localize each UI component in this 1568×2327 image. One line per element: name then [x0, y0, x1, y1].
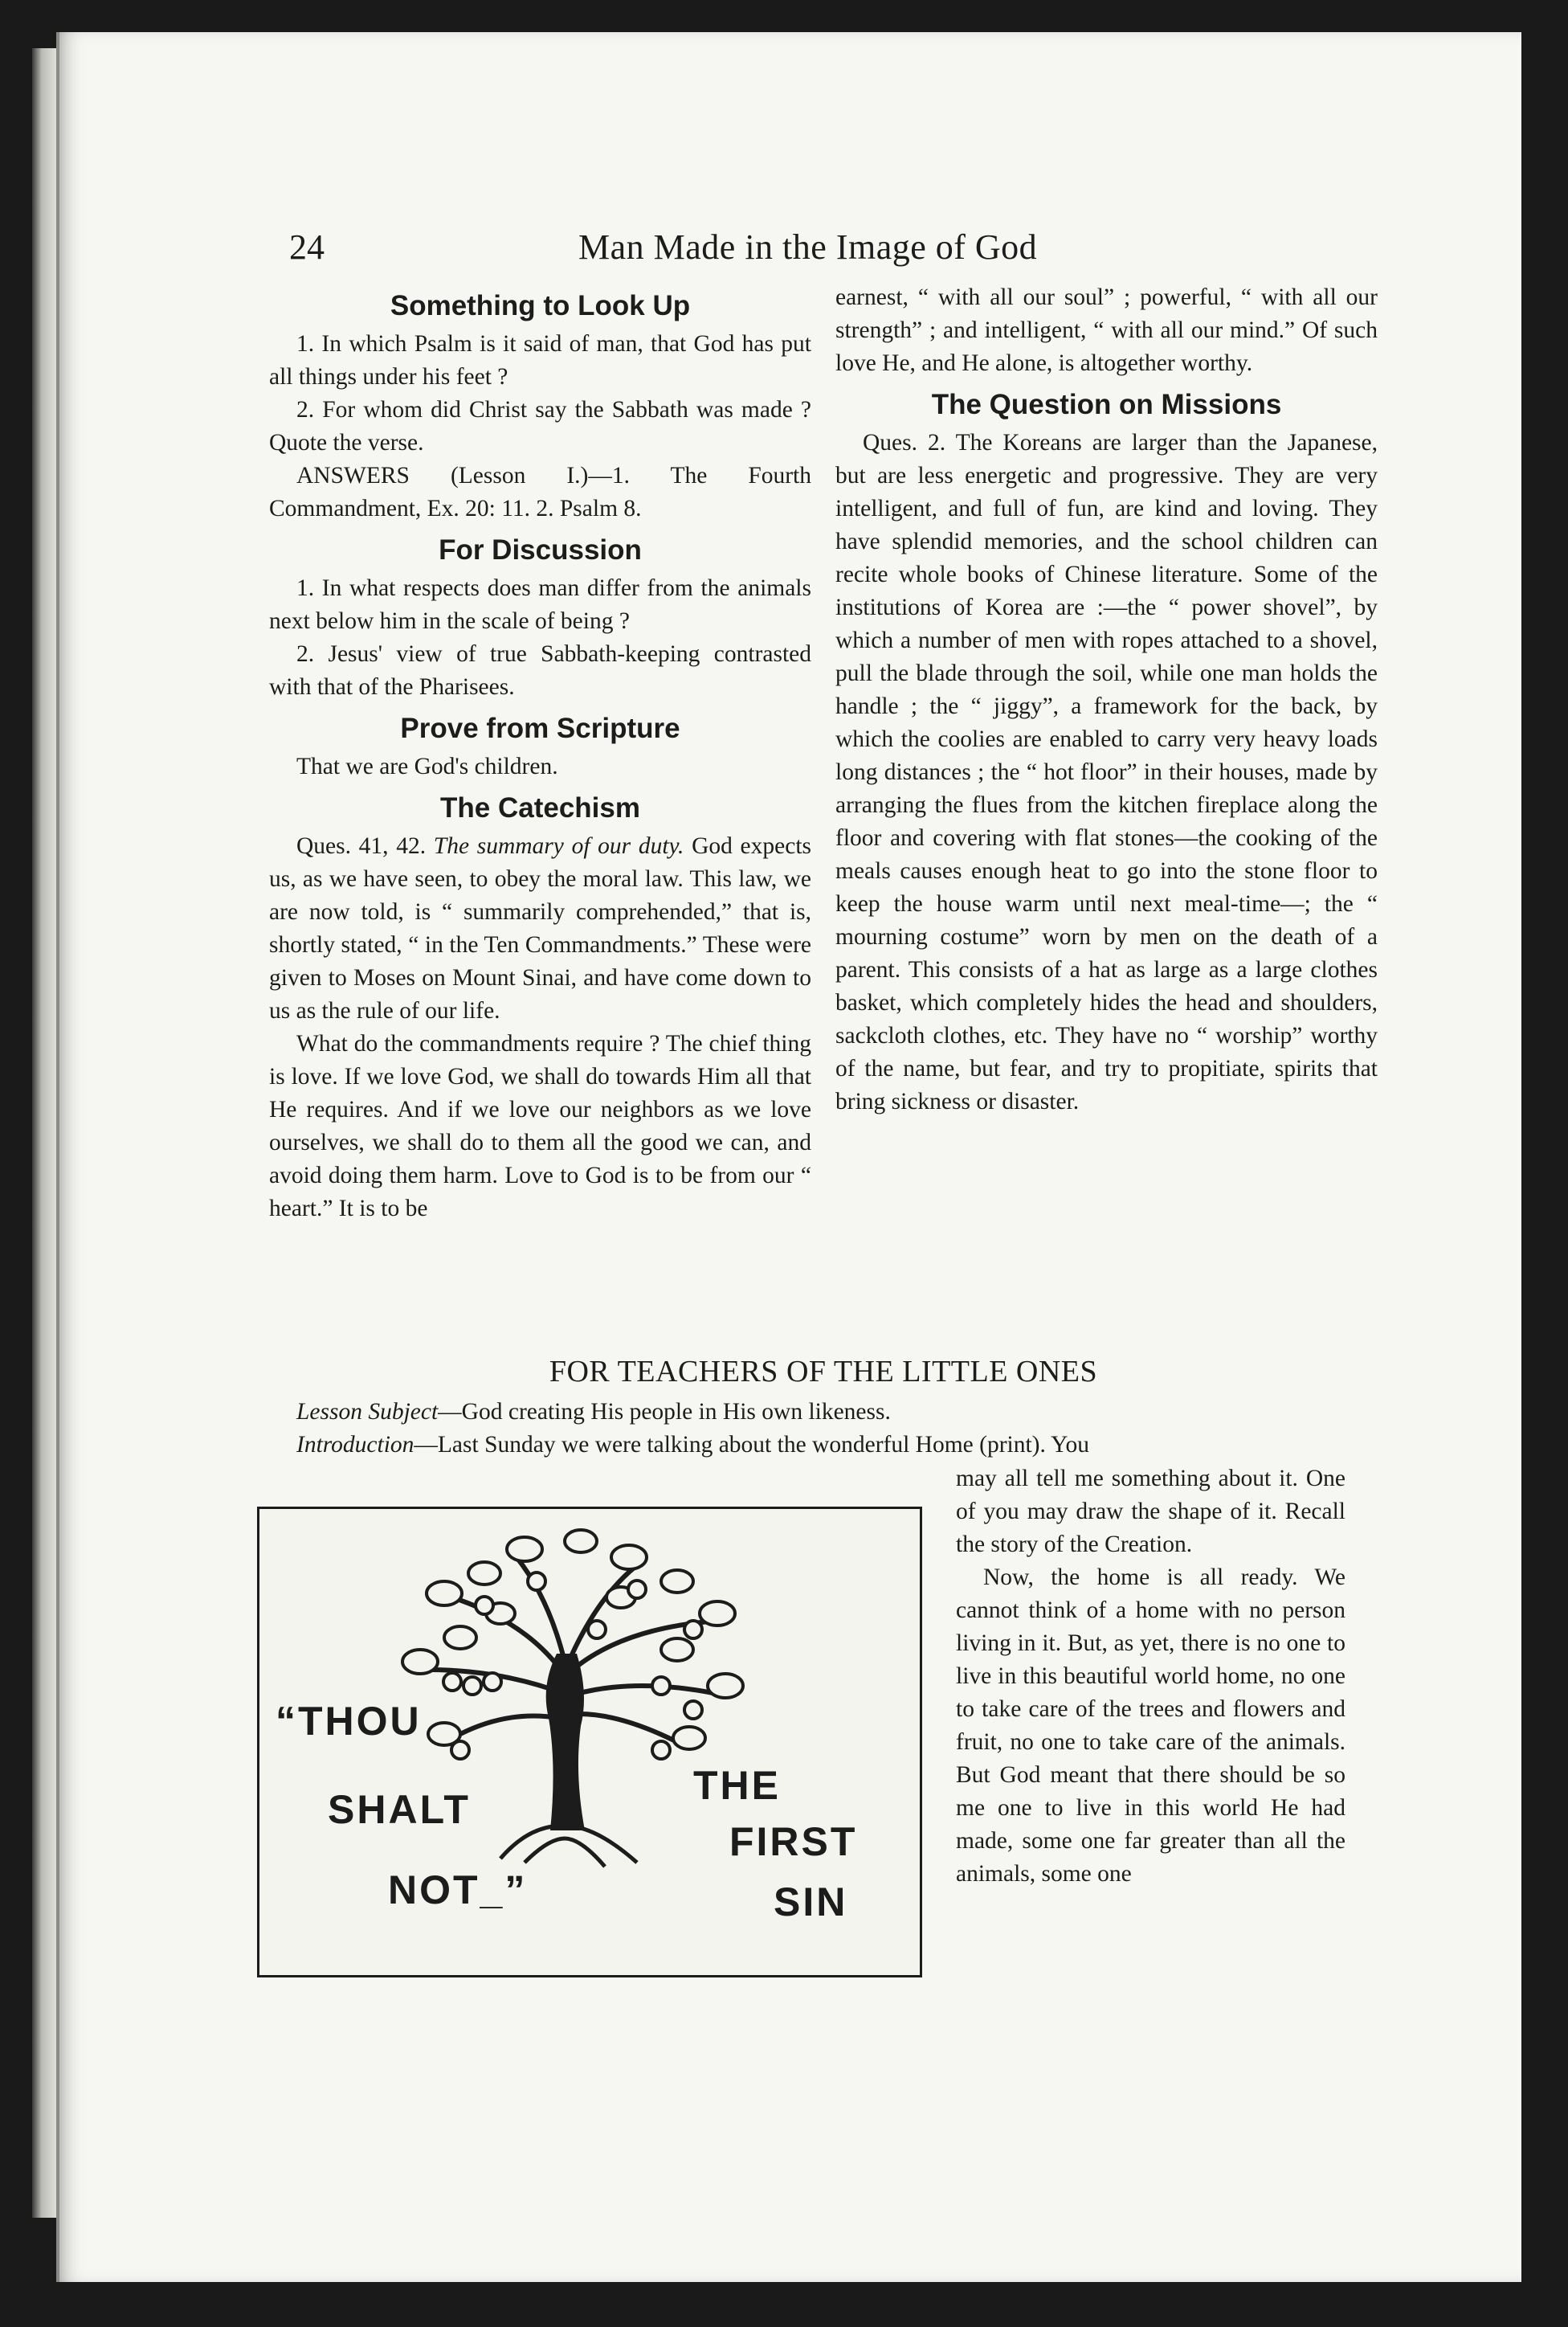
illus-shalt: SHALT	[328, 1787, 471, 1832]
discussion-2: 2. Jesus' view of true Sabbath-keeping contrasted with that of the Pharisees.	[269, 641, 811, 700]
catechism-p1-body: God expects us, as we have seen, to obey the moral law. This law, we are now told, is “ summarily comprehended,” that is, shortly stated, “ in the Ten Commandments.” These were given to Moses on Mount Sinai, and have come down to us as the rule of our life.	[269, 833, 812, 1024]
right-column	[835, 281, 1378, 1119]
teachers-side-text	[956, 1462, 1345, 1891]
side-text-p1: may all tell me something about it. One of you may draw the shape of it. Recall the story of the Creation.	[956, 1466, 1345, 1557]
prove-scripture-text: That we are God's children.	[296, 754, 558, 779]
side-text-p2: Now, the home is all ready. We cannot think of a home with no person living in it. But, as yet, there is no one to live in this beautiful world home, no one to take care of the trees and flowers and fruit, no one to take care of the animals. But God meant that there should be so me one to live in this world He had made, some one far greater than all the animals, some one	[956, 1564, 1345, 1887]
page-header	[289, 227, 1390, 275]
missions-text: Ques. 2. The Koreans are larger than the Japanese, but are less energetic and progressive. They are very intelligent, and full of fun, are kind and loving. They have splendid memories, and the school children can recite whole books of Chinese literature. Some of the institutions of Korea are :—the “ power shovel”, by which a number of men with ropes attached to a shovel, pull the blade through the soil, while one man holds the handle ; the “ jiggy”, a framework for the back, by which the coolies are enabled to carry very heavy loads long distances ; the “ hot floor” in their houses, made by arranging the flues from the kitchen fireplace along the floor and covering with flat stones—the cooking of the meals causes enough heat to go into the stone floor to keep the house warm until next meal-time—; the “ mourning costume” worn by men on the death of a parent. This consists of a hat as large as a large clothes basket, which completely hides the head and shoulders, sackcloth clothes, etc. They have no “ worship” worthy of the name, but fear, and try to propitiate, spirits that bring sickness or disaster.	[835, 430, 1378, 1114]
lesson-subject	[269, 1396, 1378, 1429]
running-title: Man Made in the Image of God	[578, 227, 1038, 267]
tree-illustration	[257, 1507, 922, 1977]
lesson-subject-text: —God creating His people in His own likeness.	[438, 1399, 891, 1425]
illus-not: NOT_”	[388, 1867, 528, 1912]
introduction	[269, 1429, 1378, 1462]
teachers-section	[269, 1354, 1378, 1462]
introduction-text: —Last Sunday we were talking about the wonderful Home (print). You	[414, 1432, 1089, 1458]
look-up-q1: 1. In which Psalm is it said of man, that God has put all things under his feet ?	[269, 331, 811, 390]
heading-missions: The Question on Missions	[931, 389, 1282, 420]
look-up-answers: ANSWERS (Lesson I.)—1. The Fourth Commandment, Ex. 20: 11. 2. Psalm 8.	[269, 463, 811, 521]
catechism-p1	[269, 830, 811, 1028]
catechism-continuation: earnest, “ with all our soul” ; powerful, “ with all our strength” ; and intelligent, “ with all our mind.” Of such love He, and He alone, is altogether worthy.	[835, 284, 1378, 376]
book-spine-edge	[32, 48, 56, 2218]
introduction-label: Introduction	[296, 1432, 414, 1458]
illus-first: FIRST	[729, 1819, 858, 1864]
discussion-1: 1. In what respects does man differ from the animals next below him in the scale of being ?	[269, 575, 811, 634]
catechism-summary-title: The summary of our duty.	[433, 833, 684, 859]
catechism-ques-ref: Ques. 41, 42.	[296, 833, 427, 859]
catechism-p2: What do the commandments require ? The chief thing is love. If we love God, we shall do towards Him all that He requires. And if we love our neighbors as we love ourselves, we shall do to them all the good we can, and avoid doing them harm. Love to God is to be from our “ heart.” It is to be	[269, 1031, 811, 1221]
heading-catechism: The Catechism	[440, 792, 640, 824]
page-number: 24	[289, 227, 325, 267]
heading-look-up: Something to Look Up	[390, 290, 691, 321]
lesson-subject-label: Lesson Subject	[296, 1399, 439, 1425]
look-up-q2: 2. For whom did Christ say the Sabbath was made ? Quote the verse.	[269, 397, 811, 456]
heading-discussion: For Discussion	[439, 534, 642, 566]
left-column	[269, 281, 811, 1225]
heading-teachers: FOR TEACHERS OF THE LITTLE ONES	[549, 1355, 1098, 1388]
illus-the: THE	[693, 1763, 781, 1808]
illus-thou: “THOU	[276, 1699, 422, 1744]
illus-sin: SIN	[774, 1879, 848, 1924]
heading-prove-scripture: Prove from Scripture	[400, 713, 680, 744]
